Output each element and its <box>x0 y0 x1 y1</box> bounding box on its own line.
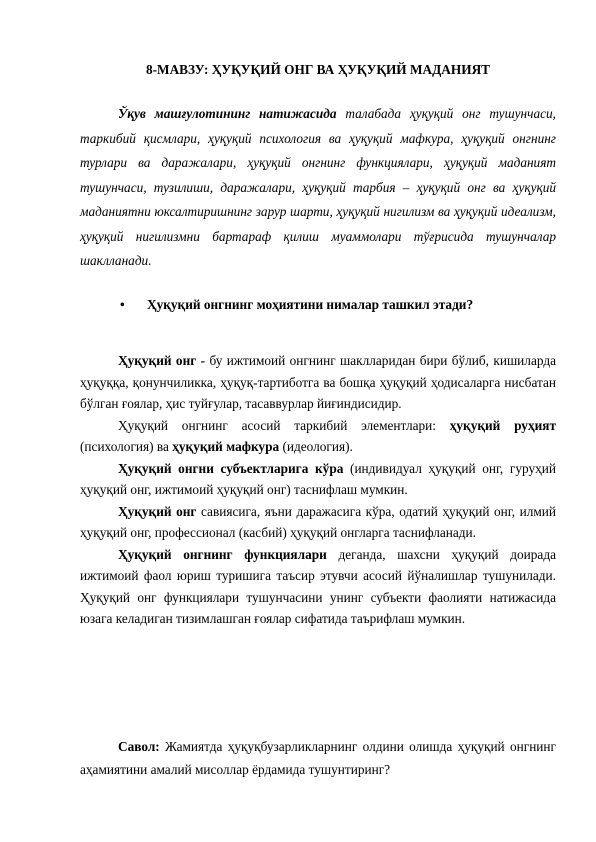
paragraph-text: Ҳуқуқий онгнинг асосий таркибий элементлари: <box>118 417 450 433</box>
question-label: Савол: <box>118 739 160 754</box>
paragraph-text: савиясига, яъни даражасига кўра, одатий ҳуқуқий онг, илмий ҳуқуқий онг, профессионал (касбий) ҳуқуқий онгларга таснифланади. <box>80 503 556 540</box>
paragraph-legal-consciousness-definition <box>80 350 556 415</box>
paragraph-text: деганда, шахсни ҳуқуқий доирада ижтимоий фаол юриш туришига таъсир этувчи асосий йўналишлар тушунилади. Ҳуқуқий онг функциялари тушунчасини унинг субъекти фаолияти натижасида юзага келадиган тизимлашган ғоялар сифатида таърифлаш мумкин. <box>80 546 557 626</box>
paragraph-text: (психология) ва <box>80 439 173 454</box>
paragraph-subjects <box>80 458 556 501</box>
paragraph-text: (индивидуал ҳуқуқий онг, гуруҳий ҳуқуқий онг, ижтимоий ҳуқуқий онг) таснифлаш мумкин. <box>80 460 556 497</box>
term-legal-consciousness-level: Ҳуқуқий онг <box>118 503 197 519</box>
term-legal-psychology: ҳуқуқий руҳият <box>449 417 556 433</box>
paragraph-functions <box>80 544 556 630</box>
bullet-question-text: Ҳуқуқий онгнинг моҳиятини нималар ташкил этади? <box>147 297 474 312</box>
question-section <box>80 735 556 781</box>
bullet-icon: • <box>120 297 125 312</box>
question-paragraph <box>80 735 556 781</box>
intro-section <box>80 102 556 274</box>
intro-lead: Ўқув машғулотининг натижасида <box>118 106 337 121</box>
paragraph-levels <box>80 501 556 544</box>
intro-text: талабада ҳуқуқий онг тушунчаси, таркибий қисмлари, ҳуқуқий психология ва ҳуқуқий мафкура, ҳуқуқий онгнинг турлари ва даражалари, ҳуқуқий онгнинг функциялари, ҳуқуқий маданият тушунчаси, тузилиши, даражалари, ҳуқуқий тарбия – ҳуқуқий онг ва ҳуқуқий маданиятни юксалтиришнинг зарур шарти, ҳуқуқий нигилизм ва ҳуқуқий идеализм, ҳуқуқий нигилизмни бартараф қилиш муаммолари тўғрисида тушунчалар шаклланади. <box>80 106 556 268</box>
term-legal-ideology: ҳуқуқий мафкура <box>172 439 280 454</box>
paragraph-text: (идеология). <box>279 439 353 454</box>
term-legal-consciousness: Ҳуқуқий онг - <box>118 353 206 368</box>
page-title: 8-МАВЗУ: ҲУҚУҚИЙ ОНГ ВА ҲУҚУҚИЙ МАДАНИЯТ <box>145 62 491 77</box>
question-text: Жамиятда ҳуқуқбузарликларнинг олдини олишда ҳуқуқий онгнинг аҳамиятини амалий мисоллар ёрдамида тушунтиринг? <box>80 739 556 777</box>
paragraph-text: бу ижтимоий онгнинг шаклларидан бири бўлиб, кишиларда ҳуқуққа, қонунчиликка, ҳуқуқ-тартиботга ва бошқа ҳуқуқий ҳодисаларга нисбатан бўлган ғоялар, ҳис туйғулар, тасаввурлар йиғиндисидир. <box>80 353 556 411</box>
body-section <box>80 350 556 630</box>
intro-paragraph <box>80 102 556 274</box>
term-subjects: Ҳуқуқий онгни субъектларига кўра <box>118 460 344 476</box>
term-functions: Ҳуқуқий онгнинг функциялари <box>118 546 327 562</box>
paragraph-elements <box>80 415 556 458</box>
